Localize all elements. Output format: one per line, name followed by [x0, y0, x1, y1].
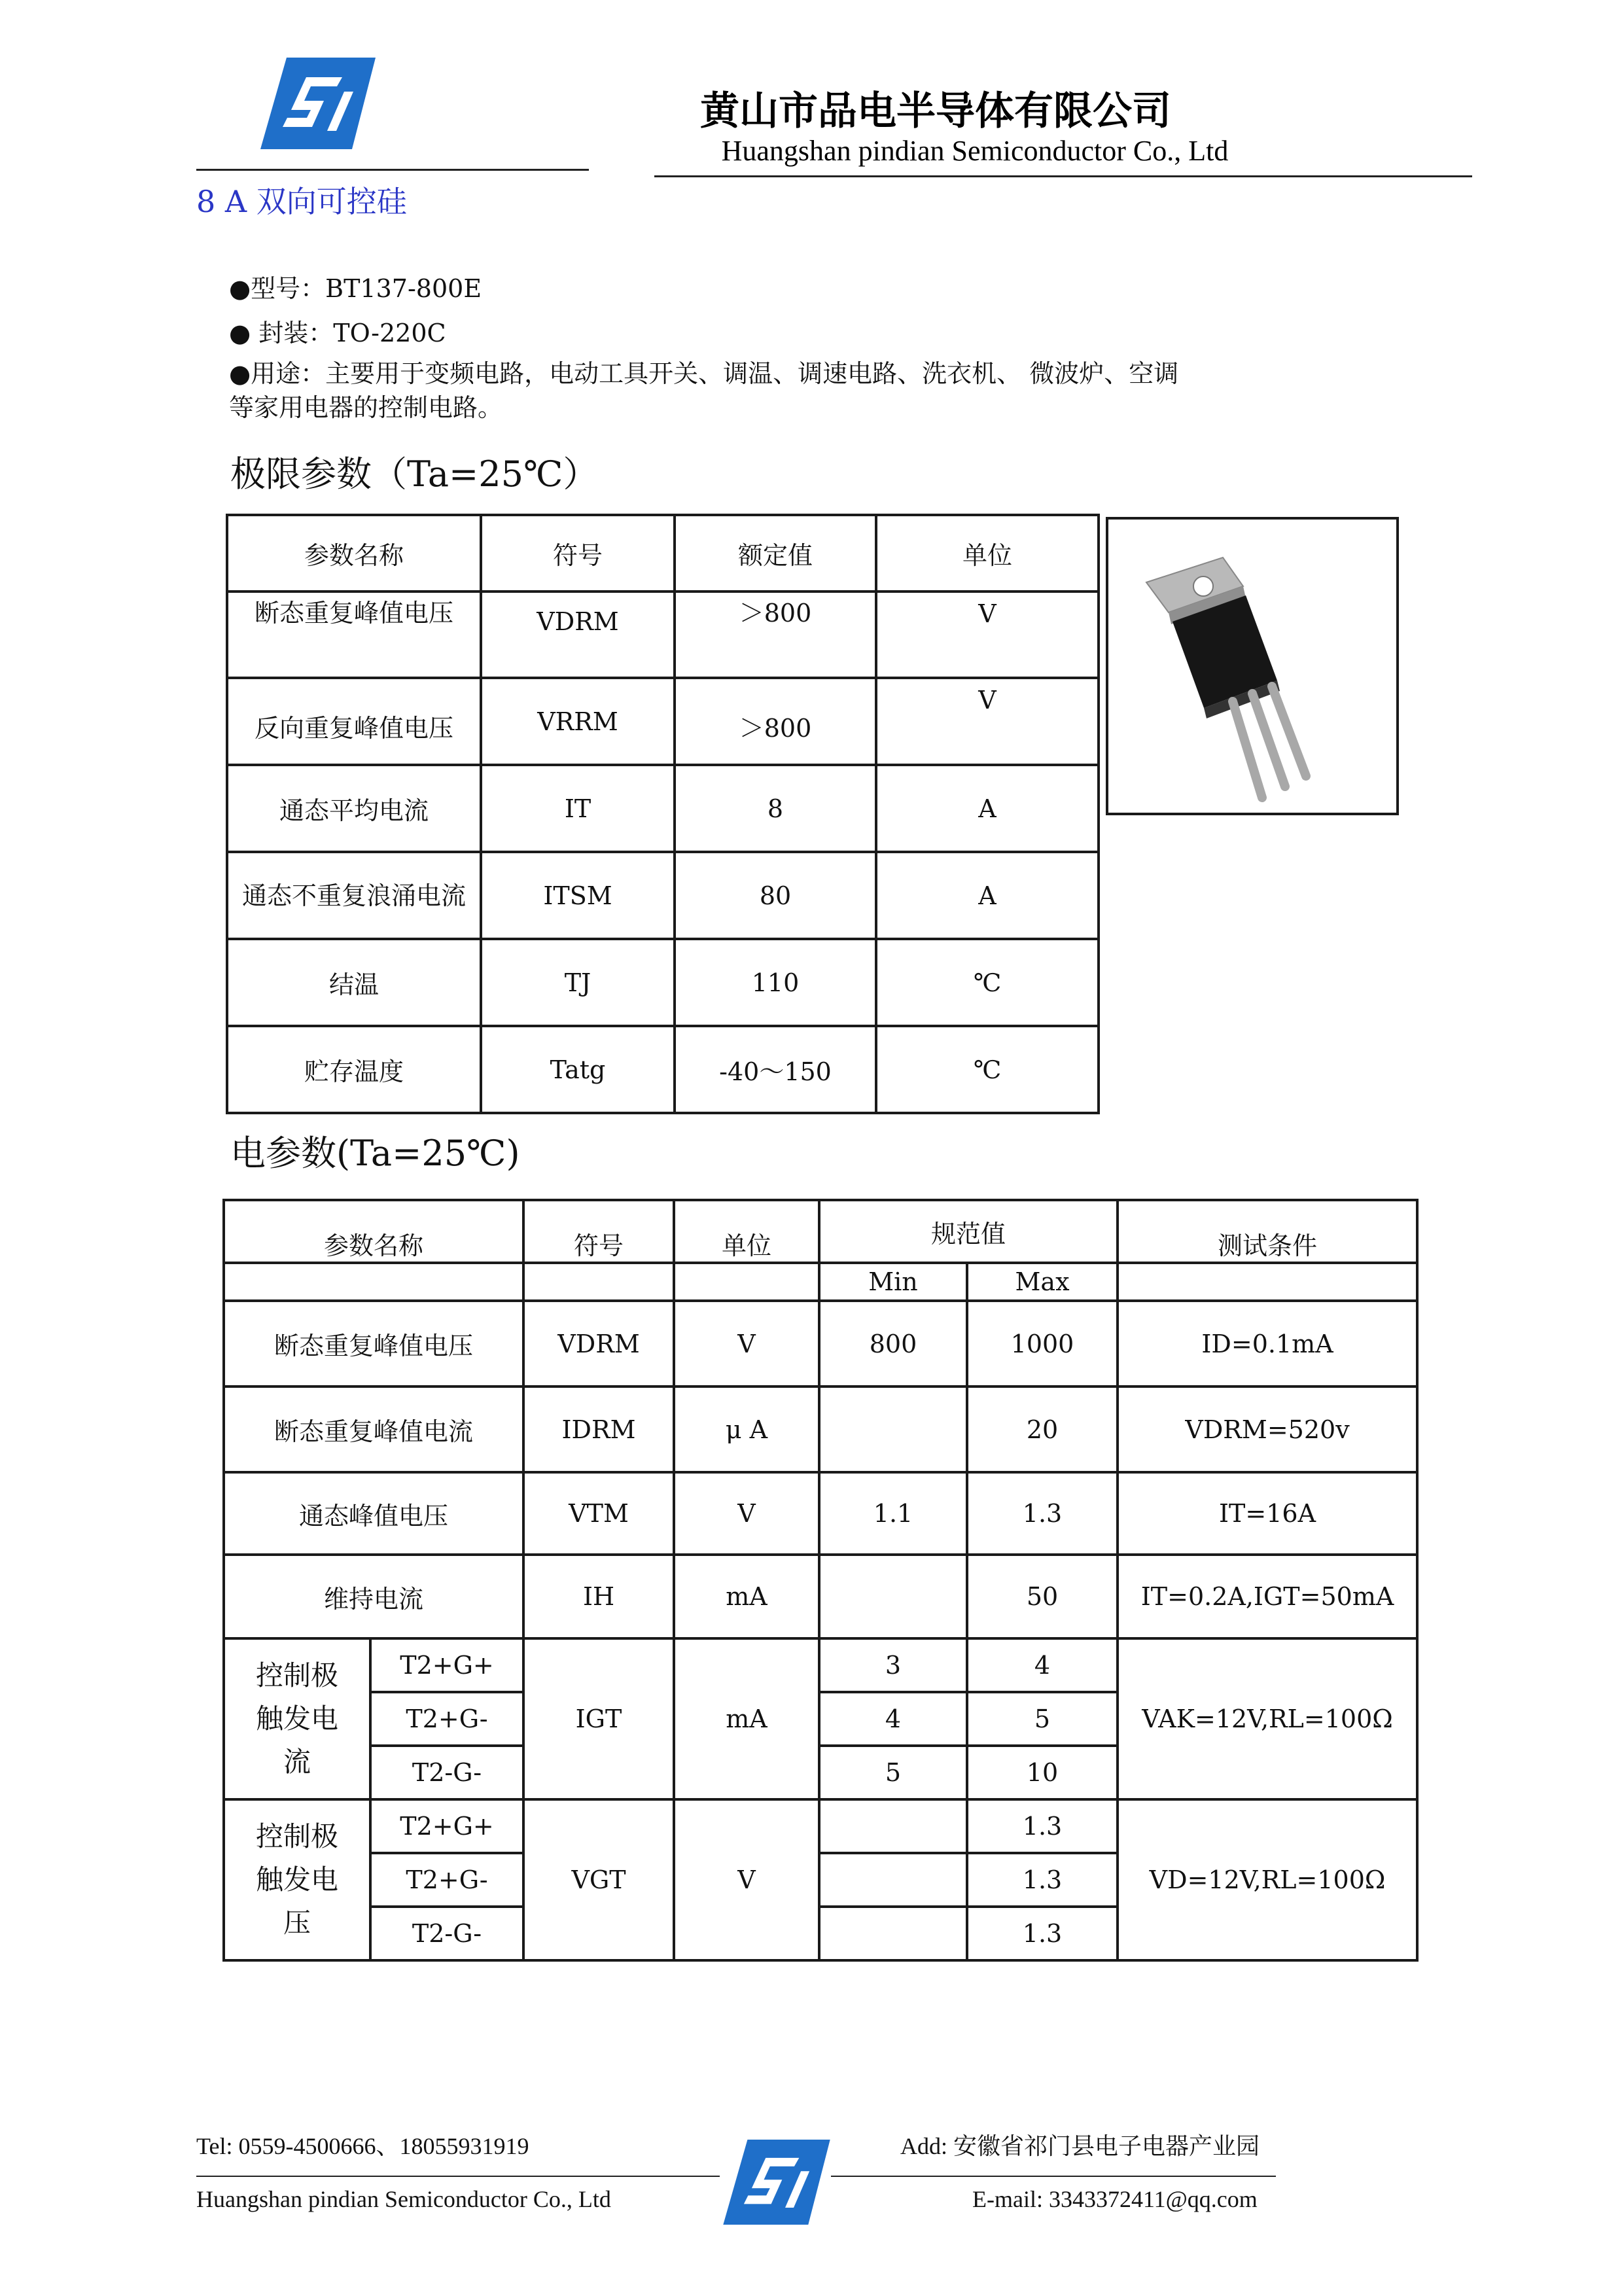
- elec-table: [222, 1199, 1419, 1962]
- elec-cell-name: 通态峰值电压: [224, 1472, 523, 1555]
- info-usage-line1: ●用途：主要用于变频电路，电动工具开关、调温、调速电路、洗衣机、 微波炉、空调: [229, 359, 1179, 388]
- limits-cell-value: 110: [675, 939, 876, 1026]
- elec-cell-min: 3: [819, 1638, 967, 1692]
- elec-cell-cond: IT=16A: [1118, 1472, 1417, 1555]
- limits-section-title: 极限参数（Ta=25℃）: [230, 453, 599, 495]
- elec-cell-cond: IT=0.2A,IGT=50mA: [1118, 1555, 1417, 1638]
- limits-cell-symbol: VRRM: [481, 678, 675, 765]
- elec-cell-max: 1000: [967, 1301, 1118, 1386]
- elec-cell-name: 断态重复峰值电流: [224, 1386, 523, 1472]
- footer-rule-left: [196, 2176, 720, 2177]
- elec-cell-symbol: IDRM: [523, 1386, 674, 1472]
- elec-cell-max: 1.3: [967, 1472, 1118, 1555]
- limits-cell-name: 通态平均电流: [227, 765, 481, 852]
- elec-cell-max: 20: [967, 1386, 1118, 1472]
- limits-cell-value: ＞800: [675, 592, 876, 678]
- limits-header-symbol: 符号: [481, 515, 675, 592]
- elec-vgt-symbol: VGT: [523, 1799, 674, 1960]
- elec-cell-unit: mA: [674, 1555, 819, 1638]
- company-name-en: Huangshan pindian Semiconductor Co., Ltd: [721, 135, 1229, 167]
- elec-cell-unit: μ A: [674, 1386, 819, 1472]
- elec-cell-unit: V: [674, 1472, 819, 1555]
- limits-cell-name: 断态重复峰值电压: [227, 592, 481, 678]
- info-model: ●型号：BT137-800E: [229, 274, 482, 303]
- limits-cell-unit: ℃: [876, 939, 1099, 1026]
- elec-header-name: 参数名称: [224, 1200, 523, 1263]
- elec-igt-unit: mA: [674, 1638, 819, 1799]
- footer-email: E-mail: 3343372411@qq.com: [972, 2186, 1258, 2212]
- header-rule-right: [654, 175, 1472, 177]
- limits-header-value: 额定值: [675, 515, 876, 592]
- limits-cell-unit: V: [876, 678, 1099, 765]
- elec-cell-max: 10: [967, 1746, 1118, 1799]
- limits-cell-unit: V: [876, 592, 1099, 678]
- elec-header-unit: 单位: [674, 1200, 819, 1263]
- elec-cell-cond: VDRM=520v: [1118, 1386, 1417, 1472]
- elec-vgt-name: 控制极触发电压: [224, 1799, 370, 1960]
- limits-cell-value: ＞800: [675, 678, 876, 765]
- elec-cell-min: [819, 1853, 967, 1907]
- footer-company: Huangshan pindian Semiconductor Co., Ltd: [196, 2186, 611, 2212]
- limits-cell-value: -40～150: [675, 1026, 876, 1113]
- elec-header-max: Max: [967, 1263, 1118, 1301]
- elec-cell-max: 1.3: [967, 1799, 1118, 1853]
- info-package: ● 封装：TO-220C: [229, 319, 446, 347]
- elec-cell-min: [819, 1386, 967, 1472]
- limits-cell-symbol: ITSM: [481, 852, 675, 939]
- limits-table: [226, 514, 1100, 1114]
- footer-rule-right: [831, 2176, 1276, 2177]
- limits-cell-symbol: TJ: [481, 939, 675, 1026]
- elec-cell-cond: ID=0.1mA: [1118, 1301, 1417, 1386]
- limits-cell-symbol: IT: [481, 765, 675, 852]
- elec-cell-min: [819, 1555, 967, 1638]
- elec-quadrant: T2+G-: [370, 1853, 523, 1907]
- elec-header-spec: 规范值: [819, 1200, 1118, 1263]
- elec-cell-min: 1.1: [819, 1472, 967, 1555]
- elec-header-cond: 测试条件: [1118, 1200, 1417, 1263]
- elec-igt-name: 控制极触发电流: [224, 1638, 370, 1799]
- elec-cell-min: 5: [819, 1746, 967, 1799]
- elec-vgt-cond: VD=12V,RL=100Ω: [1118, 1799, 1417, 1960]
- limits-cell-value: 80: [675, 852, 876, 939]
- elec-cell-max: 5: [967, 1692, 1118, 1746]
- limits-cell-name: 贮存温度: [227, 1026, 481, 1113]
- elec-quadrant: T2-G-: [370, 1907, 523, 1960]
- elec-cell-max: 1.3: [967, 1907, 1118, 1960]
- limits-header-name: 参数名称: [227, 515, 481, 592]
- elec-cell-name: 断态重复峰值电压: [224, 1301, 523, 1386]
- elec-header-symbol: 符号: [523, 1200, 674, 1263]
- elec-igt-symbol: IGT: [523, 1638, 674, 1799]
- elec-igt-cond: VAK=12V,RL=100Ω: [1118, 1638, 1417, 1799]
- elec-quadrant: T2+G-: [370, 1692, 523, 1746]
- limits-cell-value: 8: [675, 765, 876, 852]
- info-usage-line2: 等家用电器的控制电路。: [229, 393, 503, 422]
- elec-header-min: Min: [819, 1263, 967, 1301]
- limits-cell-name: 结温: [227, 939, 481, 1026]
- limits-cell-symbol: VDRM: [481, 592, 675, 678]
- elec-cell-symbol: VDRM: [523, 1301, 674, 1386]
- company-name-cn: 黄山市品电半导体有限公司: [700, 88, 1171, 134]
- elec-cell-min: 800: [819, 1301, 967, 1386]
- company-logo-icon: [260, 58, 376, 149]
- limits-cell-unit: A: [876, 765, 1099, 852]
- elec-vgt-unit: V: [674, 1799, 819, 1960]
- elec-quadrant: T2+G+: [370, 1638, 523, 1692]
- limits-cell-name: 通态不重复浪涌电流: [227, 852, 481, 939]
- limits-cell-symbol: Tatg: [481, 1026, 675, 1113]
- elec-quadrant: T2-G-: [370, 1746, 523, 1799]
- elec-quadrant: T2+G+: [370, 1799, 523, 1853]
- elec-cell-name: 维持电流: [224, 1555, 523, 1638]
- limits-cell-unit: A: [876, 852, 1099, 939]
- elec-cell-max: 1.3: [967, 1853, 1118, 1907]
- elec-cell-min: [819, 1799, 967, 1853]
- elec-cell-min: 4: [819, 1692, 967, 1746]
- to220-transistor-icon: [1108, 520, 1396, 813]
- elec-cell-symbol: IH: [523, 1555, 674, 1638]
- footer-tel: Tel: 0559-4500666、18055931919: [196, 2133, 529, 2159]
- footer-logo-icon: [723, 2140, 830, 2225]
- elec-cell-unit: V: [674, 1301, 819, 1386]
- limits-cell-name: 反向重复峰值电压: [227, 678, 481, 765]
- limits-cell-unit: ℃: [876, 1026, 1099, 1113]
- elec-cell-max: 4: [967, 1638, 1118, 1692]
- limits-header-unit: 单位: [876, 515, 1099, 592]
- elec-cell-max: 50: [967, 1555, 1118, 1638]
- footer-address: Add: 安徽省祁门县电子电器产业园: [900, 2133, 1260, 2159]
- product-title: 8 A 双向可控硅: [196, 184, 407, 219]
- elec-cell-symbol: VTM: [523, 1472, 674, 1555]
- product-photo: [1106, 517, 1399, 815]
- elec-cell-min: [819, 1907, 967, 1960]
- elec-section-title: 电参数(Ta=25℃): [230, 1133, 520, 1174]
- header-rule-left: [196, 169, 589, 171]
